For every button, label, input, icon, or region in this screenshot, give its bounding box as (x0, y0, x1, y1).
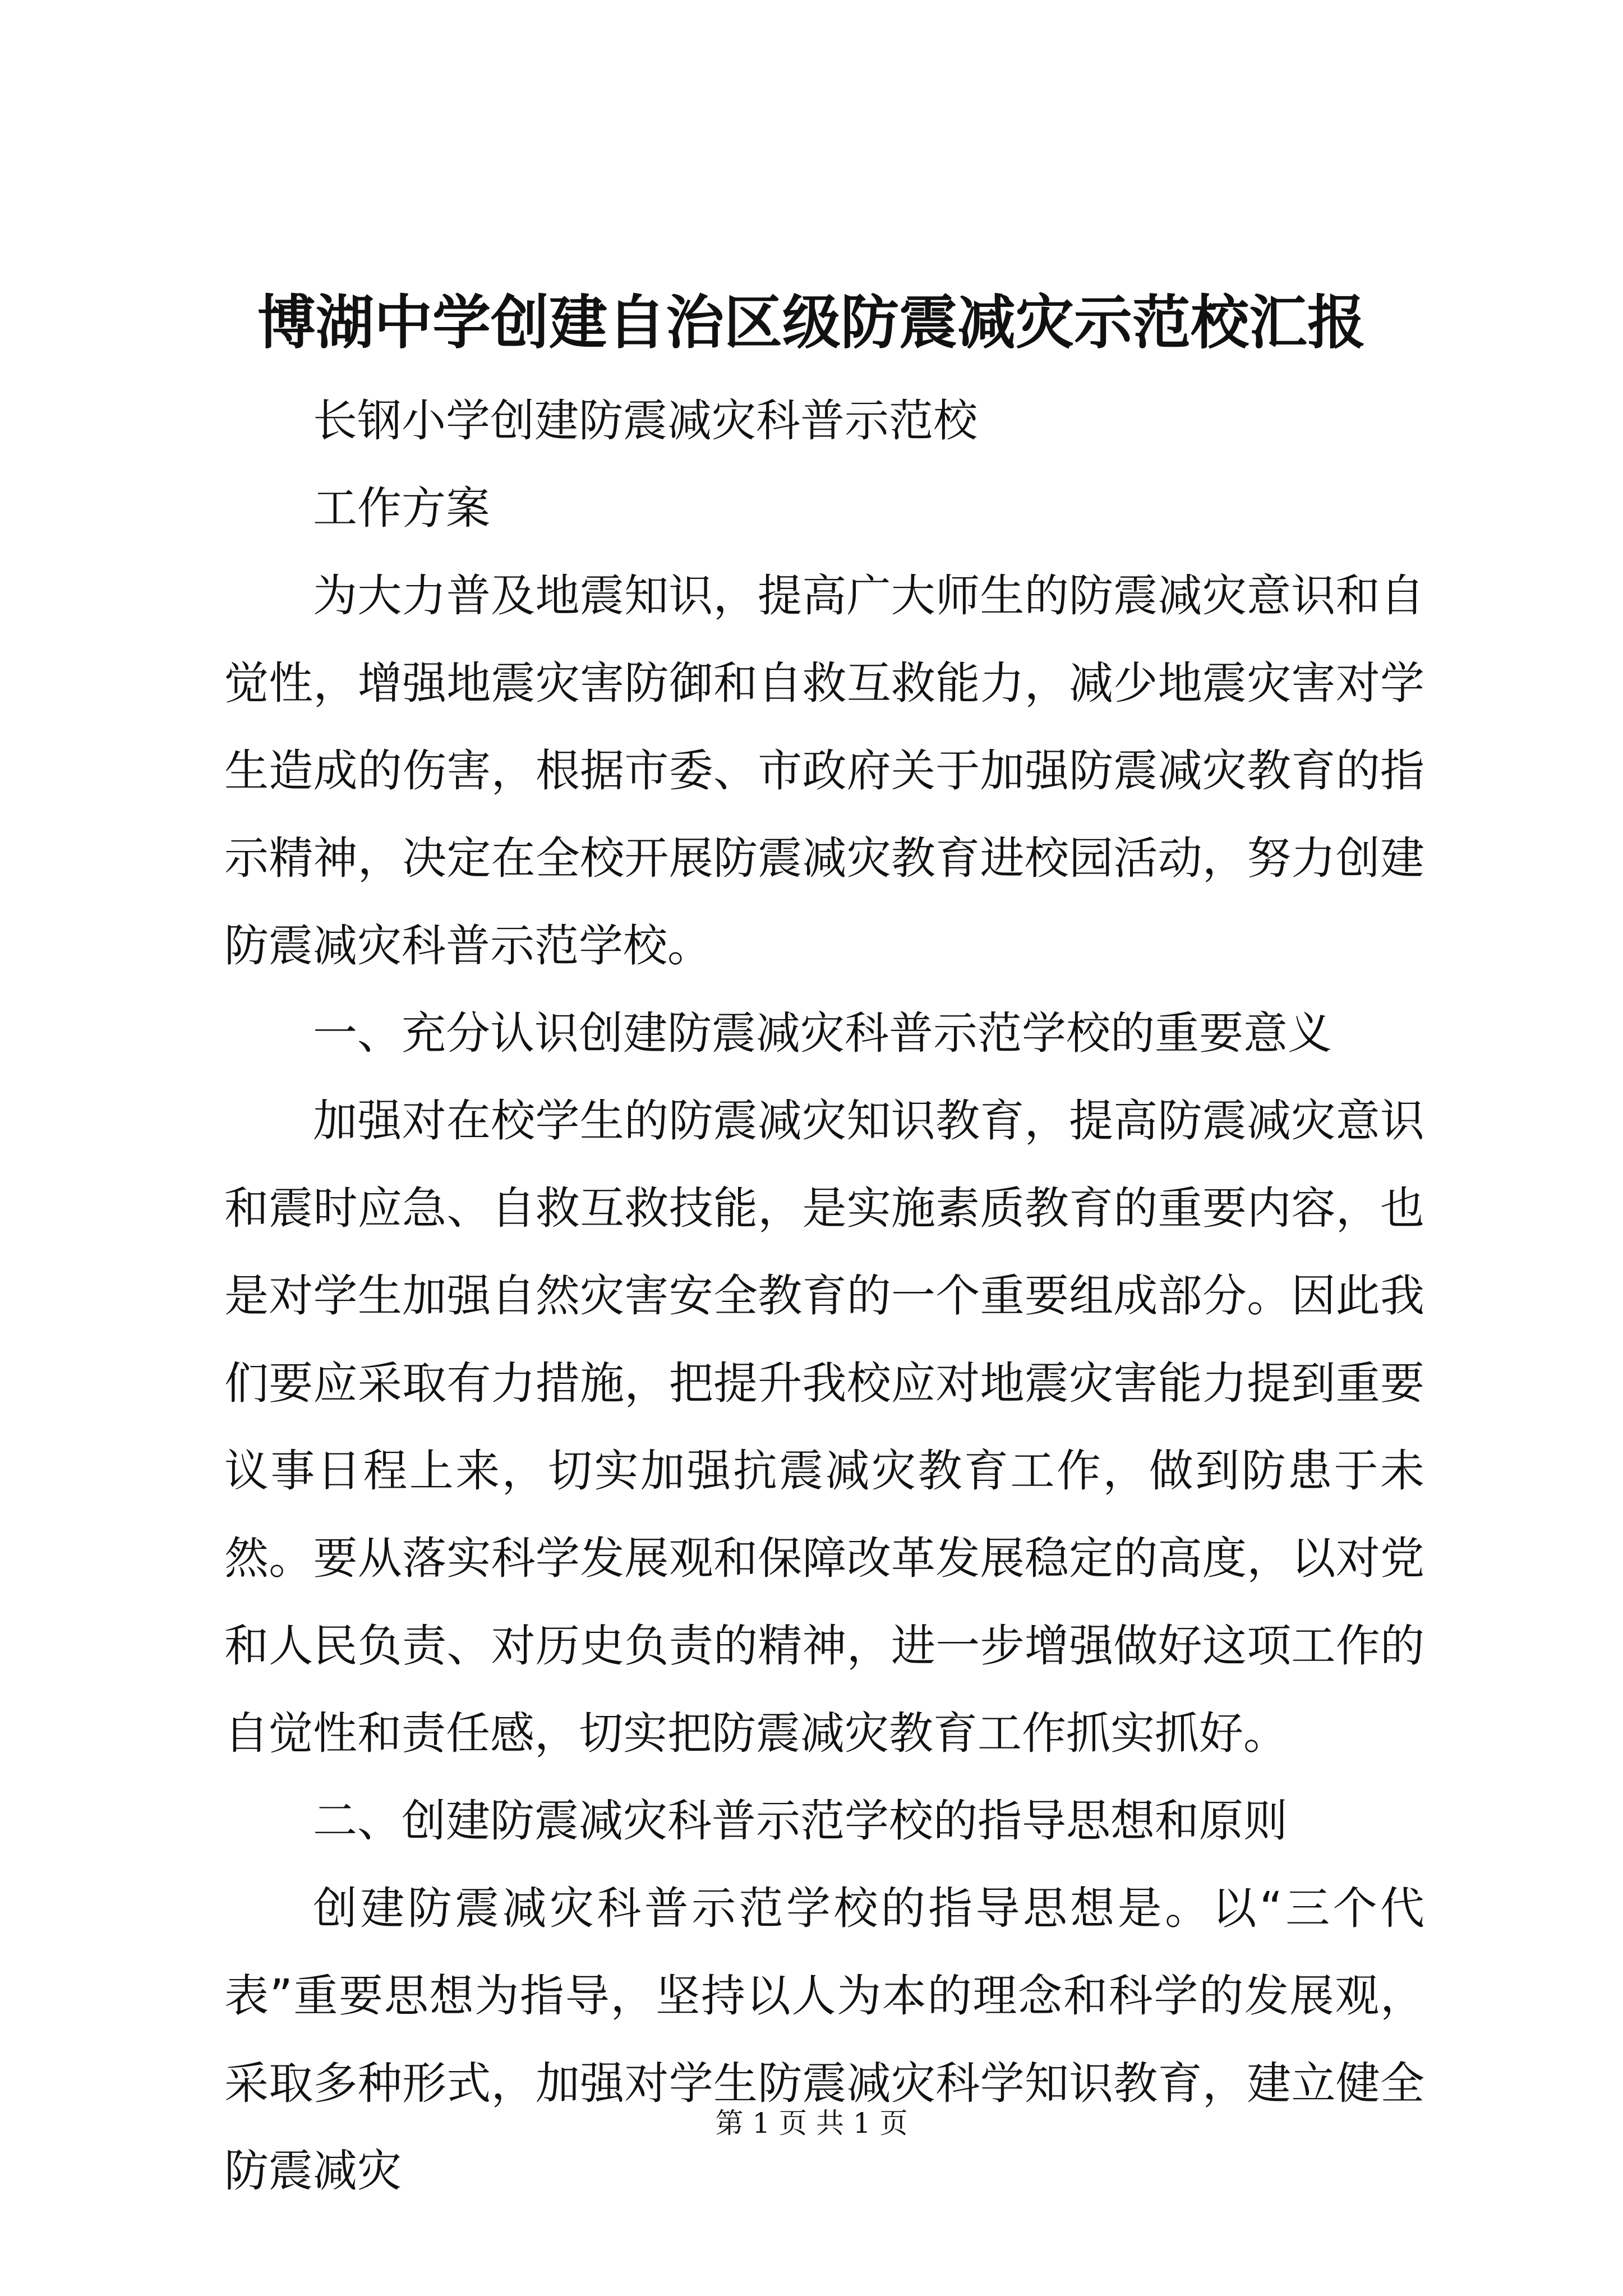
document-title: 博湖中学创建自治区级防震减灾示范校汇报 (257, 288, 1366, 357)
section-heading: 一、充分认识创建防震减灾科普示范学校的重要意义 (313, 1007, 1332, 1059)
subtitle-line: 工作方案 (313, 482, 490, 534)
document-body (224, 377, 1424, 2215)
body-paragraph: 加强对在校学生的防震减灾知识教育，提高防震减灾意识和震时应急、自救互救技能，是实施素质教育的重要内容，也是对学生加强自然灾害安全教育的一个重要组成部分。因此我们要应采取有力措施，把提升我校应对地震灾害能力提到重要议事日程上来，切实加强抗震减灾教育工作，做到防患于未然。要从落实科学发展观和保障改革发展稳定的高度，以对党和人民负责、对历史负责的精神，进一步增强做好这项工作的自觉性和责任感，切实把防震减灾教育工作抓实抓好。 (224, 1095, 1424, 1759)
body-paragraph: 为大力普及地震知识，提高广大师生的防震减灾意识和自觉性，增强地震灾害防御和自救互救能力，减少地震灾害对学生造成的伤害，根据市委、市政府关于加强防震减灾教育的指示精神，决定在全校开展防震减灾教育进校园活动，努力创建防震减灾科普示范学校。 (224, 570, 1424, 972)
body-paragraph: 创建防震减灾科普示范学校的指导思想是。以“三个代表”重要思想为指导，坚持以人为本的理念和科学的发展观，采取多种形式，加强对学生防震减灾科学知识教育，建立健全防震减灾 (224, 1883, 1424, 2197)
section-heading: 二、创建防震减灾科普示范学校的指导思想和原则 (313, 1795, 1288, 1847)
subtitle-line: 长钢小学创建防震减灾科普示范校 (313, 395, 978, 447)
page-number-footer: 第 1 页 共 1 页 (715, 2107, 908, 2139)
